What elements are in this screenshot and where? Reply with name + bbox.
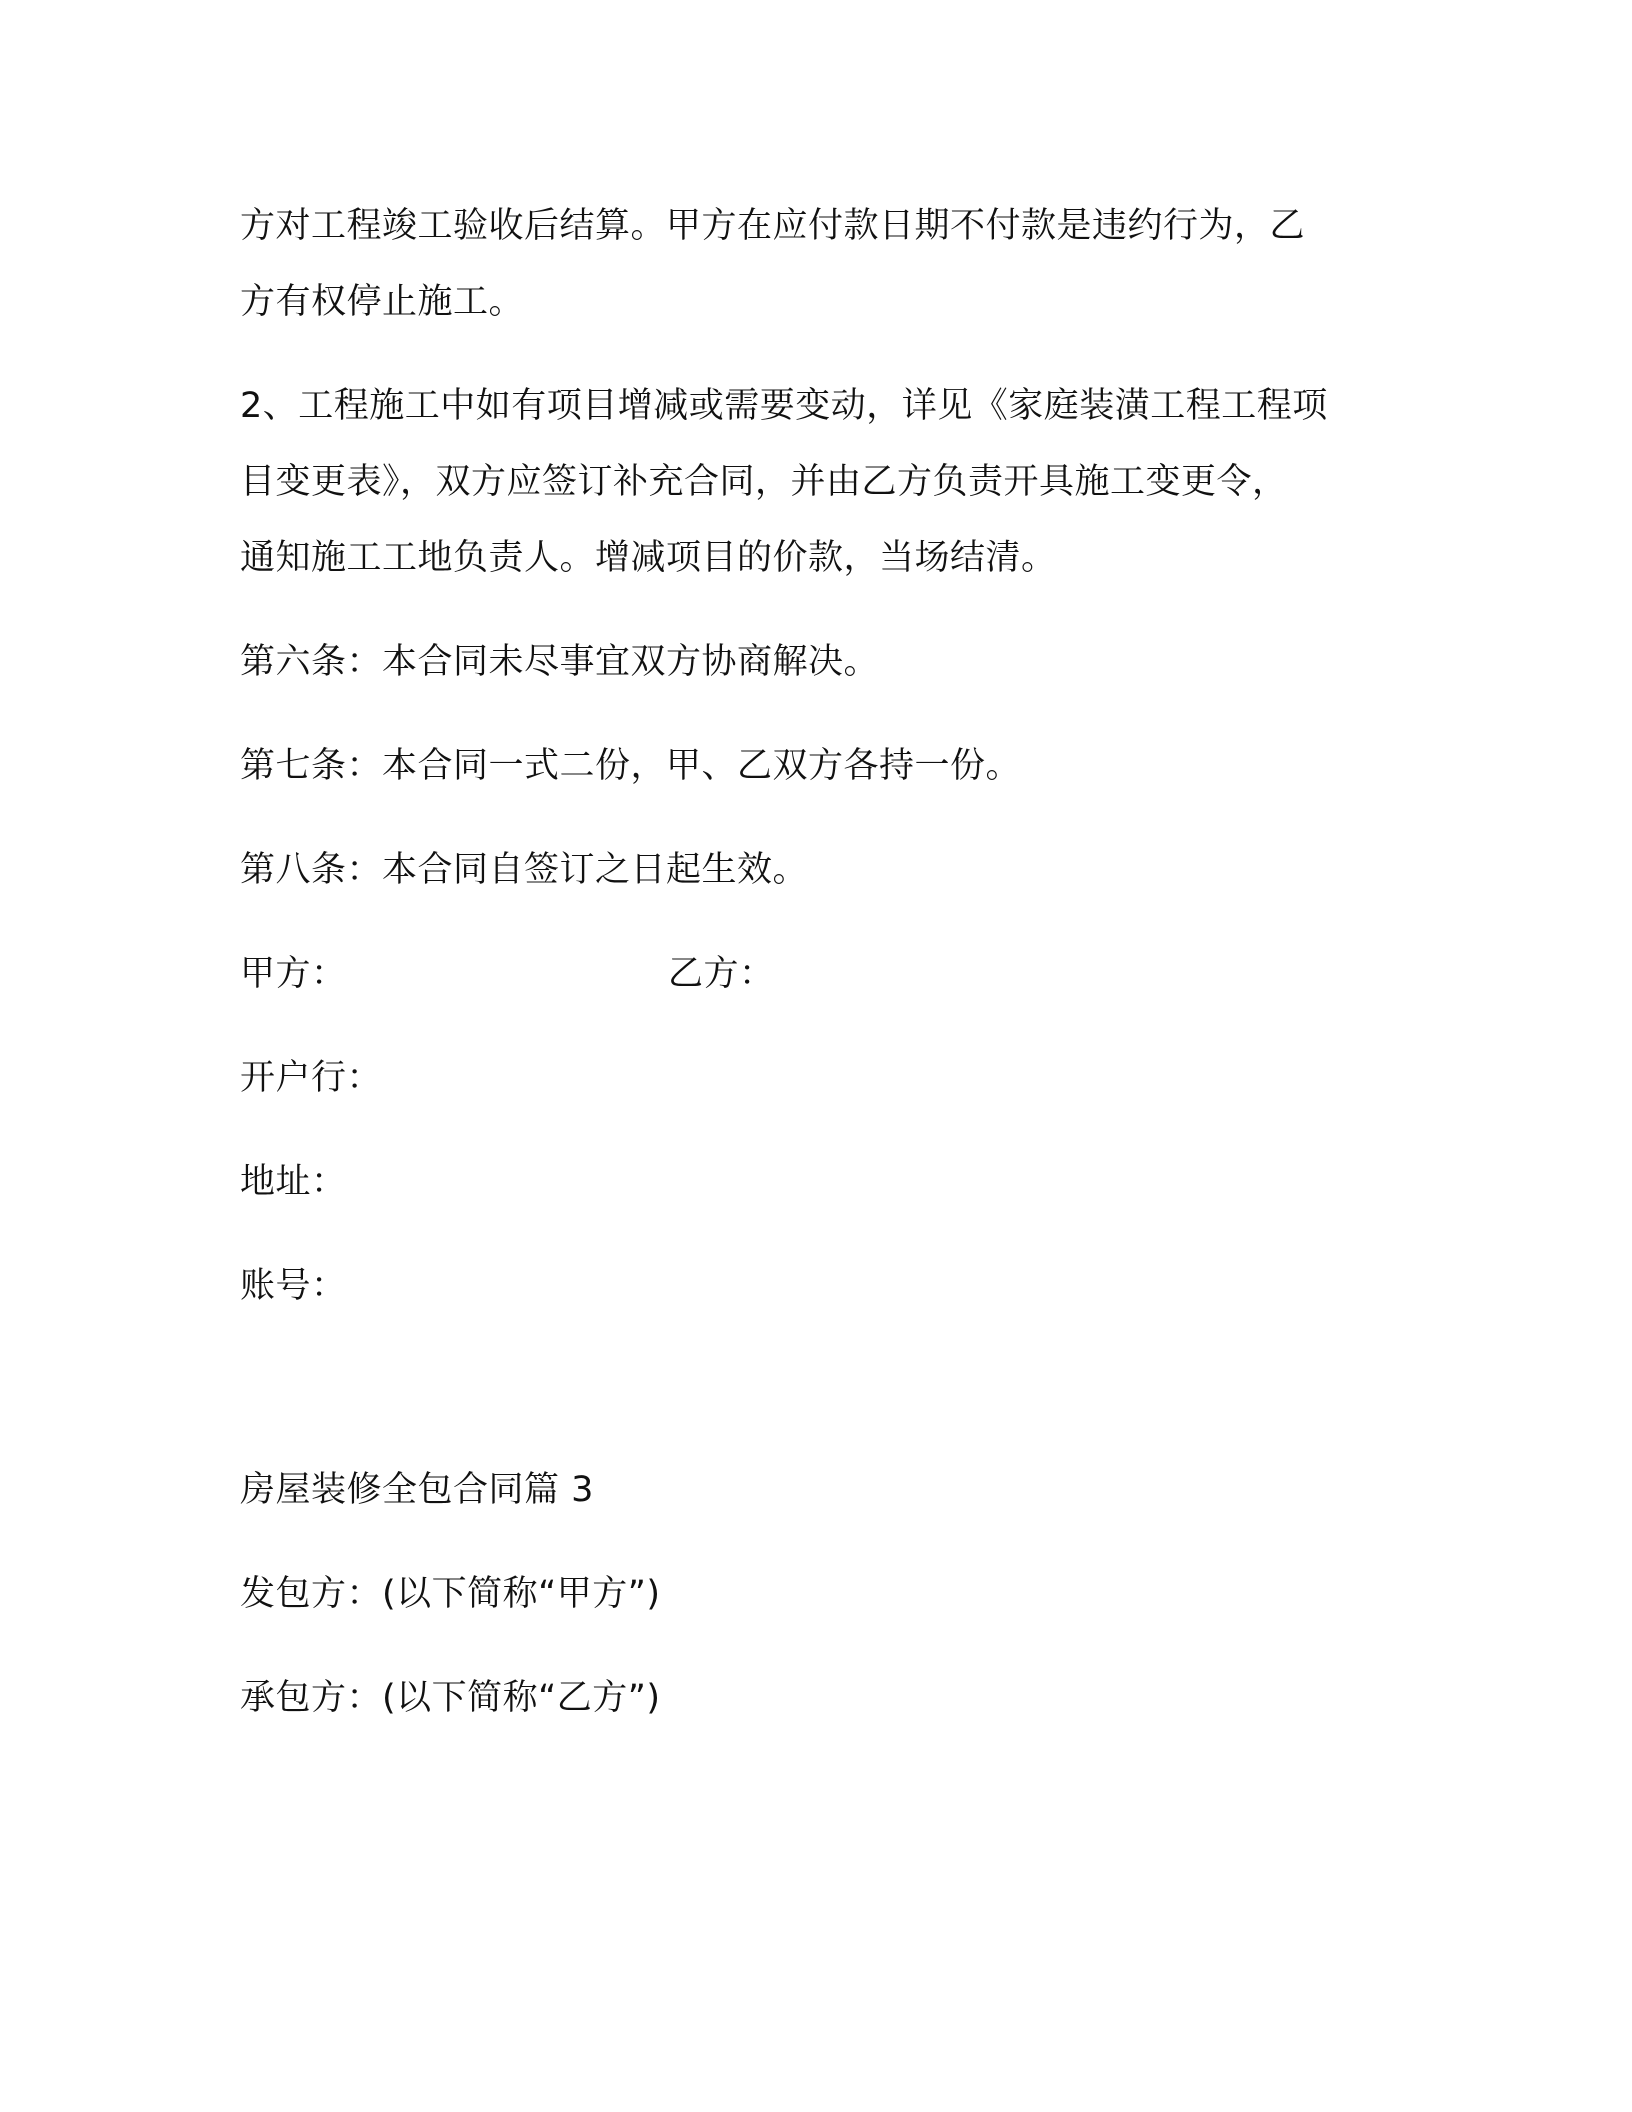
signature-parties — [240, 936, 1400, 1012]
section-title: 房屋装修全包合同篇 3 — [240, 1470, 594, 1510]
text-line: 通知施工工地负责人。增减项目的价款，当场结清。 — [240, 538, 1057, 578]
article-six: 第六条：本合同未尽事宜双方协商解决。 — [240, 642, 880, 682]
party-a-label: 甲方： — [240, 954, 347, 994]
contractor-line: 承包方：(以下简称“乙方”) — [240, 1678, 661, 1718]
text-line: 2、工程施工中如有项目增减或需要变动，详见《家庭装潢工程工程项 — [240, 386, 1328, 426]
paragraph-settlement — [240, 188, 1400, 340]
address-label: 地址： — [240, 1162, 347, 1202]
bank-label: 开户行： — [240, 1058, 383, 1098]
account-label: 账号： — [240, 1266, 347, 1306]
document-body — [240, 188, 1400, 1736]
article-seven: 第七条：本合同一式二份，甲、乙双方各持一份。 — [240, 746, 1022, 786]
article-eight: 第八条：本合同自签订之日起生效。 — [240, 850, 809, 890]
text-line: 方对工程竣工验收后结算。甲方在应付款日期不付款是违约行为，乙 — [240, 206, 1306, 246]
party-b-label: 乙方： — [668, 954, 775, 994]
paragraph-changes — [240, 368, 1400, 596]
employer-line: 发包方：(以下简称“甲方”) — [240, 1574, 661, 1614]
text-line: 方有权停止施工。 — [240, 282, 525, 322]
text-line: 目变更表》，双方应签订补充合同，并由乙方负责开具施工变更令， — [240, 462, 1288, 502]
